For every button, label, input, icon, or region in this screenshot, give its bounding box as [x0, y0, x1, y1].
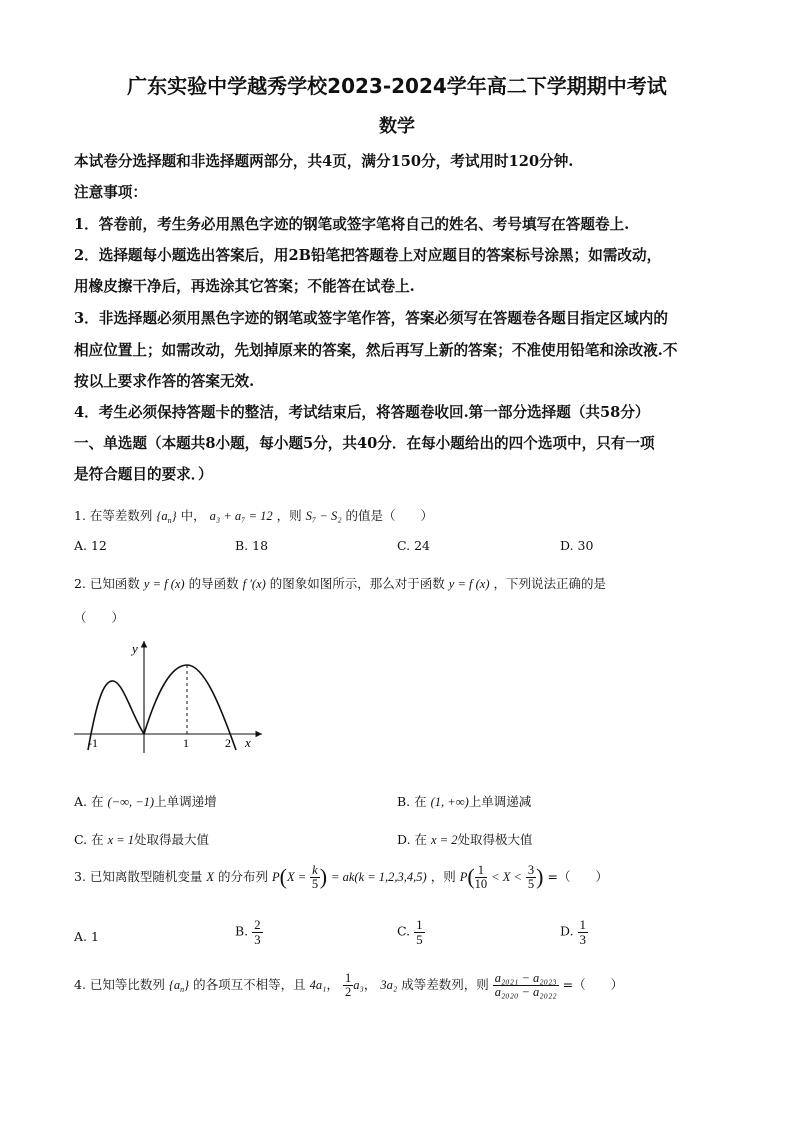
note-2a: 2．选择题每小题选出答案后，用2B铅笔把答题卷上对应题目的答案标号涂黑；如需改动，	[74, 247, 662, 264]
note-3c: 按以上要求作答的答案无效.	[74, 373, 255, 390]
q3-fraction-3-5: $\frac{3}{5}$	[527, 863, 535, 892]
q2-function: y = f (x)	[143, 577, 185, 591]
q2-option-b[interactable]: B. 在 (1, +∞)上单调递减	[397, 794, 532, 809]
q2-derivative: f ′(x)	[242, 577, 266, 591]
q3-text-2: 的分布列	[218, 869, 269, 885]
q3-prob-p: P	[272, 870, 280, 885]
exam-title: 广东实验中学越秀学校2023-2024学年高二下学期期中考试	[127, 74, 667, 98]
q2-function-2: y = f (x)	[448, 577, 490, 591]
q4-half: $\frac{1}{2}$	[344, 971, 352, 1000]
intro-line: 本试卷分选择题和非选择题两部分，共4页，满分150分，考试用时120分钟.	[74, 153, 574, 170]
x-label: x	[245, 735, 251, 750]
question-4: 4. 已知等比数列 $\{a_n\}$ 的各项互不相等，且 4a₁， $\frac{1}{2}$ a₃， 3a₂ 成等差数列，则 $\frac{\text{a₂₀₂₁ − a₂₀₂₃}}{\text{a₂₀₂₀ − a₂₀₂₂}}$ =（ ）	[74, 971, 624, 1000]
q3-variable: X	[206, 870, 215, 885]
tick-neg1: -1	[88, 736, 98, 750]
q1-expression: S₇ − S₂	[305, 509, 342, 523]
q2-option-c[interactable]: C. 在 x = 1处取得最大值	[74, 832, 210, 847]
subject-title: 数学	[379, 116, 415, 137]
q4-seq: $\{a_n\}$	[168, 978, 190, 995]
q1-text-4: 的值是（ ）	[345, 508, 434, 523]
q3-option-c[interactable]: C. $\frac{1}{5}$	[397, 917, 423, 947]
section-heading-b: 是符合题目的要求．）	[74, 466, 213, 483]
q3-option-a[interactable]: A. 1	[74, 929, 99, 944]
note-3b: 相应位置上；如需改动，先划掉原来的答案，然后再写上新的答案；不准使用铅笔和涂改液.不	[74, 342, 678, 359]
question-2	[74, 574, 606, 592]
q3-text: 3. 已知离散型随机变量	[74, 869, 203, 885]
q1-seq: $\{a_n\}$	[156, 509, 177, 525]
q1-option-c[interactable]: C. 24	[397, 538, 430, 553]
q1-condition: a₃ + a₇ = 12	[209, 509, 273, 523]
q2-text-2: 的导函数	[188, 576, 239, 591]
note-1: 1．答卷前，考生务必用黑色字迹的钢笔或签字笔将自己的姓名、考号填写在答题卷上.	[74, 216, 630, 233]
q2-option-a[interactable]: A. 在 (−∞, −1)上单调递增	[74, 794, 217, 809]
q4-text-6: =（ ）	[562, 977, 624, 993]
q3-text-3: ，则	[430, 869, 456, 885]
q4-term-2: a₃	[353, 978, 364, 993]
derivative-graph	[70, 635, 270, 755]
q3-distribution: = ak(k = 1,2,3,4,5)	[331, 870, 427, 885]
q4-ratio: $\frac{\text{a₂₀₂₁ − a₂₀₂₃}}{\text{a₂₀₂₀ − a₂₀₂₂}}$	[494, 971, 557, 1000]
note-3a: 3．非选择题必须用黑色字迹的钢笔或签字笔作答，答案必须写在答题卷各题目指定区域内的	[74, 310, 668, 327]
q1-option-a[interactable]: A. 12	[74, 538, 107, 553]
q4-term-1: 4a₁	[309, 978, 327, 993]
q2-text: 2. 已知函数	[74, 576, 140, 591]
notes-title: 注意事项：	[74, 184, 147, 201]
q4-term-3: 3a₂	[380, 978, 398, 993]
q2-option-d[interactable]: D. 在 x = 2处取得极大值	[397, 832, 533, 847]
q3-text-4: =（ ）	[547, 869, 608, 885]
note-4: 4．考生必须保持答题卡的整洁，考试结束后，将答题卷收回.第一部分选择题（共58分）	[74, 404, 650, 421]
y-label: y	[132, 641, 138, 656]
q2-text-4: ，下列说法正确的是	[493, 576, 607, 591]
q1-text-3: ，则	[276, 508, 302, 523]
q3-fraction-1-10: $\frac{1}{10}$	[474, 863, 488, 892]
q3-fraction-k5: $\frac{k}{5}$	[311, 863, 319, 892]
q4-text-2: 的各项互不相等，且	[193, 977, 306, 993]
derivative-curve	[88, 665, 236, 750]
tick-2: 2	[225, 736, 231, 750]
q2-text-3: 的图象如图所示，那么对于函数	[269, 576, 445, 591]
q1-option-d[interactable]: D. 30	[560, 538, 594, 553]
q2-paren: （ ）	[74, 610, 125, 625]
section-heading-a: 一、单选题（本题共8小题，每小题5分，共40分．在每小题给出的四个选项中，只有一项	[74, 435, 655, 452]
q1-option-b[interactable]: B. 18	[235, 538, 269, 553]
q1-text-2: 中，	[180, 508, 206, 523]
q4-text: 4. 已知等比数列	[74, 977, 165, 993]
tick-1: 1	[183, 736, 189, 750]
question-1	[74, 506, 433, 525]
q3-option-d[interactable]: D. $\frac{1}{3}$	[560, 917, 587, 947]
q1-text: 1. 在等差数列	[74, 508, 153, 523]
note-2b: 用橡皮擦干净后，再选涂其它答案；不能答在试卷上.	[74, 278, 415, 295]
q3-option-b[interactable]: B. $\frac{2}{3}$	[235, 917, 261, 947]
q4-text-5: 成等差数列，则	[401, 977, 489, 993]
question-3: 3. 已知离散型随机变量 X 的分布列 P(X = $\frac{k}{5}$ ) = ak(k = 1,2,3,4,5) ，则 P( $\frac{1}{10}$ < X < $\frac{3}{5}$ ) =（ ）	[74, 863, 608, 892]
